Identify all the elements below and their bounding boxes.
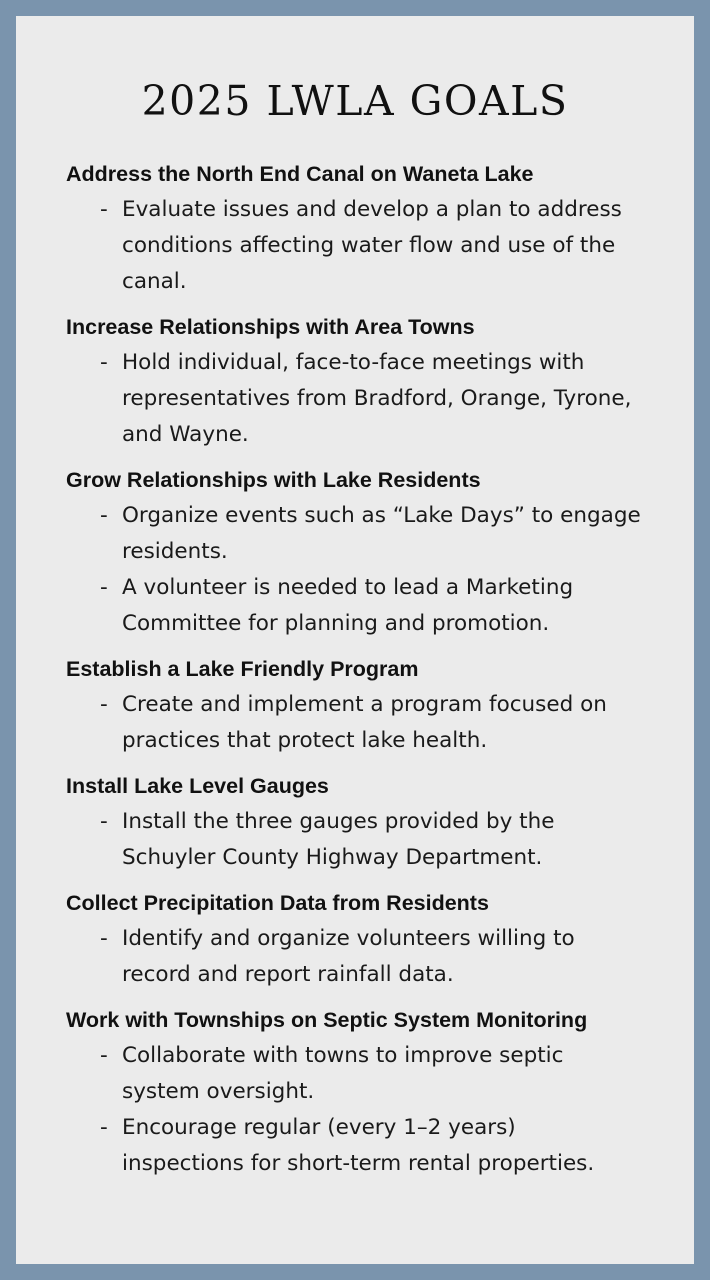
bullet-dash: - [100, 1043, 108, 1068]
goal-bullet [66, 345, 644, 453]
bullet-text: Evaluate issues and develop a plan to address conditions affecting water flow and use of the canal. [122, 197, 622, 294]
goal-section [66, 466, 644, 642]
goals-panel [16, 16, 694, 1264]
bullet-text: Organize events such as “Lake Days” to engage residents. [122, 503, 641, 564]
bullet-dash: - [100, 350, 108, 375]
goal-heading: Increase Relationships with Area Towns [66, 315, 475, 339]
goal-heading: Address the North End Canal on Waneta Lake [66, 162, 534, 186]
goal-heading: Grow Relationships with Lake Residents [66, 468, 481, 492]
bullet-dash: - [100, 197, 108, 222]
page-title: 2025 LWLA GOALS [141, 77, 569, 125]
goal-bullet [66, 1110, 644, 1182]
bullet-dash: - [100, 692, 108, 717]
goal-heading: Install Lake Level Gauges [66, 774, 329, 798]
bullet-text: A volunteer is needed to lead a Marketing Committee for planning and promotion. [122, 575, 574, 636]
goal-section [66, 772, 644, 876]
goal-bullet [66, 687, 644, 759]
goal-bullets [66, 804, 644, 876]
goal-bullet [66, 1038, 644, 1110]
goal-bullet [66, 921, 644, 993]
bullet-text: Hold individual, face-to-face meetings with representatives from Bradford, Orange, Tyrone, and Wayne. [122, 350, 632, 447]
goal-section [66, 1006, 644, 1182]
bullet-dash: - [100, 503, 108, 528]
goal-bullets [66, 687, 644, 759]
bullet-dash: - [100, 575, 108, 600]
goal-bullets [66, 192, 644, 300]
goal-bullet [66, 192, 644, 300]
bullet-text: Identify and organize volunteers willing to record and report rainfall data. [122, 926, 575, 987]
goal-bullets [66, 1038, 644, 1182]
goal-section [66, 313, 644, 453]
goal-bullet [66, 570, 644, 642]
bullet-text: Install the three gauges provided by the Schuyler County Highway Department. [122, 809, 555, 870]
goal-bullets [66, 498, 644, 642]
goal-bullets [66, 345, 644, 453]
goal-section [66, 889, 644, 993]
goal-heading: Work with Townships on Septic System Monitoring [66, 1008, 588, 1032]
bullet-text: Encourage regular (every 1–2 years) inspections for short-term rental properties. [122, 1115, 595, 1176]
bullet-dash: - [100, 1115, 108, 1140]
goal-bullet [66, 804, 644, 876]
bullet-text: Collaborate with towns to improve septic system oversight. [122, 1043, 564, 1104]
bullet-text: Create and implement a program focused on practices that protect lake health. [122, 692, 607, 753]
goal-heading: Collect Precipitation Data from Residents [66, 891, 489, 915]
goal-bullets [66, 921, 644, 993]
goal-section [66, 655, 644, 759]
goal-bullet [66, 498, 644, 570]
bullet-dash: - [100, 809, 108, 834]
goal-section [66, 160, 644, 300]
goals-list [66, 125, 644, 1182]
bullet-dash: - [100, 926, 108, 951]
goal-heading: Establish a Lake Friendly Program [66, 657, 419, 681]
